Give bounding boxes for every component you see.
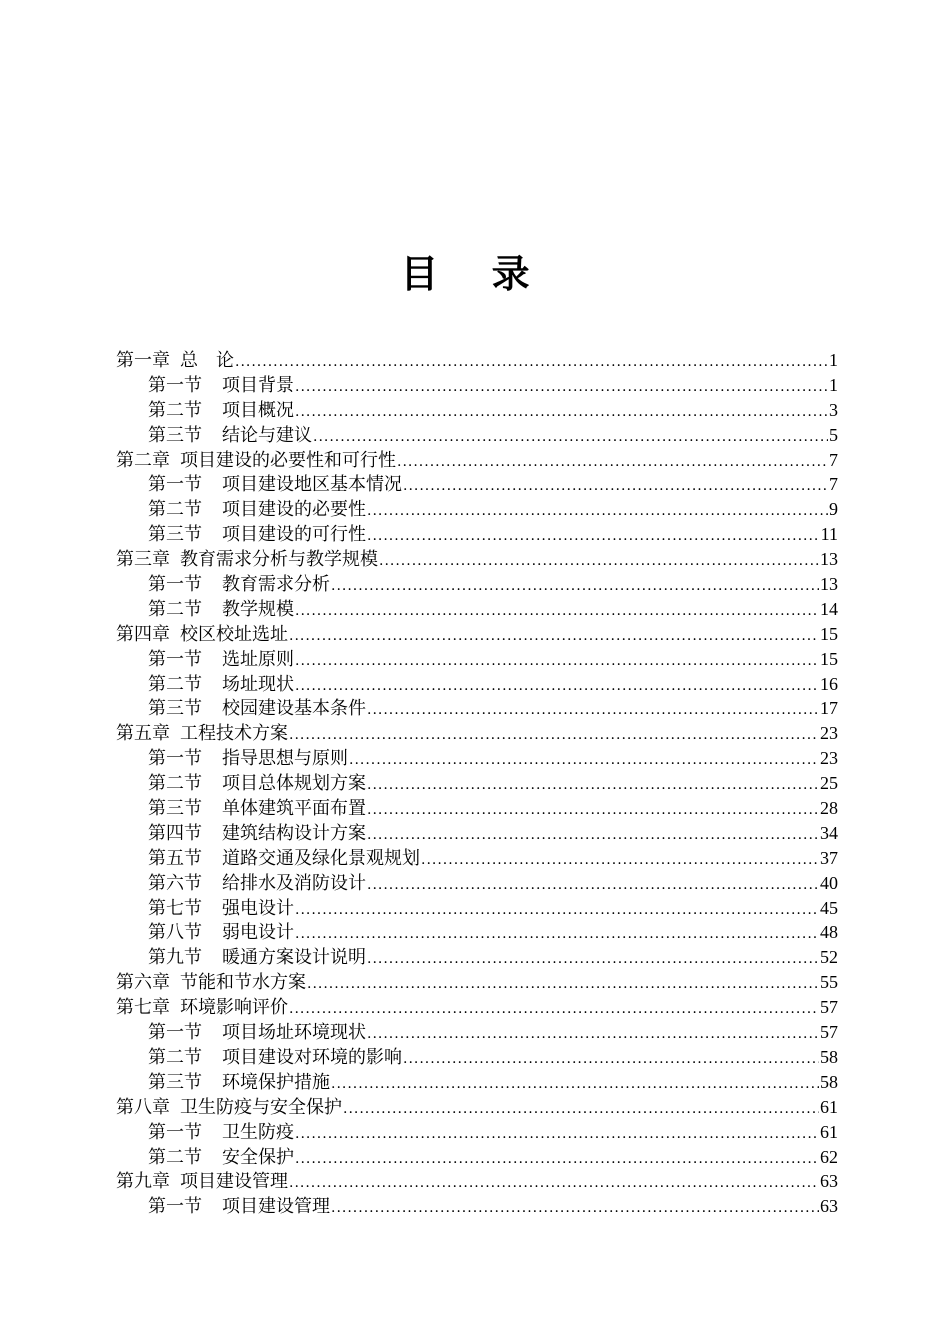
toc-chapter-entry[interactable] <box>116 1095 838 1120</box>
toc-entry-label: 结论与建议 <box>222 424 312 446</box>
dot-leader <box>289 1171 819 1196</box>
toc-entry-number: 第二节 <box>148 399 202 421</box>
toc-page-number: 34 <box>820 822 838 843</box>
dot-leader <box>295 674 819 699</box>
toc-page-number: 52 <box>820 947 838 968</box>
toc-entry-label: 卫生防疫 <box>222 1121 294 1143</box>
toc-title: 目 录 <box>400 251 550 296</box>
toc-entry-label: 环境影响评价 <box>180 997 288 1019</box>
toc-entry-label: 道路交通及绿化景观规划 <box>222 847 420 869</box>
toc-section-entry[interactable] <box>116 1070 838 1095</box>
dot-leader <box>403 474 828 499</box>
toc-chapter-entry[interactable] <box>116 622 838 647</box>
toc-entry-label: 工程技术方案 <box>180 723 288 745</box>
toc-entry-number: 第二节 <box>148 598 202 620</box>
toc-entry-label: 项目建设管理 <box>222 1196 330 1218</box>
toc-entry-number: 第八节 <box>148 922 202 944</box>
toc-page-number: 15 <box>820 623 838 644</box>
toc-page-number: 11 <box>820 524 838 545</box>
toc-page-number: 62 <box>820 1146 838 1167</box>
toc-entry-number: 第一节 <box>148 574 202 596</box>
toc-entry-number: 第一节 <box>148 648 202 670</box>
toc-section-entry[interactable] <box>116 771 838 796</box>
toc-entry-label: 给排水及消防设计 <box>222 872 366 894</box>
toc-section-entry[interactable] <box>116 696 838 721</box>
toc-entry-number: 第一节 <box>148 748 202 770</box>
dot-leader <box>295 375 828 400</box>
dot-leader <box>379 549 819 574</box>
dot-leader <box>295 898 819 923</box>
toc-entry-label: 教学规模 <box>222 598 294 620</box>
toc-entry-label: 选址原则 <box>222 648 294 670</box>
toc-section-entry[interactable] <box>116 846 838 871</box>
toc-entry-label: 项目建设地区基本情况 <box>222 474 402 496</box>
toc-entry-label: 暖通方案设计说明 <box>222 947 366 969</box>
dot-leader <box>295 599 819 624</box>
toc-entry-label: 项目场址环境现状 <box>222 1022 366 1044</box>
toc-entry-number: 第九节 <box>148 947 202 969</box>
toc-entry-label: 项目建设的可行性 <box>222 524 366 546</box>
toc-entry-number: 第七章 <box>116 997 170 1019</box>
dot-leader <box>313 425 828 450</box>
toc-section-entry[interactable] <box>116 1194 838 1219</box>
toc-entry-number: 第三节 <box>148 698 202 720</box>
toc-entry-label: 环境保护措施 <box>222 1071 330 1093</box>
dot-leader <box>289 723 819 748</box>
toc-section-entry[interactable] <box>116 497 838 522</box>
toc-page-number: 63 <box>820 1196 838 1217</box>
toc-section-entry[interactable] <box>116 647 838 672</box>
toc-entry-number: 第一节 <box>148 1022 202 1044</box>
toc-section-entry[interactable] <box>116 373 838 398</box>
toc-entry-number: 第八章 <box>116 1096 170 1118</box>
toc-page-number: 9 <box>829 499 838 520</box>
dot-leader <box>331 1196 819 1221</box>
toc-entry-label: 项目背景 <box>222 374 294 396</box>
toc-page-number: 1 <box>829 374 838 395</box>
toc-entry-label: 强电设计 <box>222 897 294 919</box>
toc-section-entry[interactable] <box>116 1045 838 1070</box>
toc-entry-number: 第四章 <box>116 623 170 645</box>
toc-page-number: 57 <box>820 997 838 1018</box>
toc-page-number: 7 <box>829 449 838 470</box>
toc-chapter-entry[interactable] <box>116 1169 838 1194</box>
dot-leader <box>307 972 819 997</box>
toc-entry-number: 第六章 <box>116 972 170 994</box>
toc-entry-number: 第二节 <box>148 1046 202 1068</box>
toc-entry-number: 第一节 <box>148 1196 202 1218</box>
table-of-contents <box>116 348 838 1219</box>
toc-section-entry[interactable] <box>116 572 838 597</box>
dot-leader <box>367 698 819 723</box>
toc-page-number: 61 <box>820 1121 838 1142</box>
toc-section-entry[interactable] <box>116 423 838 448</box>
dot-leader <box>367 873 819 898</box>
dot-leader <box>295 400 828 425</box>
dot-leader <box>295 1147 819 1172</box>
toc-chapter-entry[interactable] <box>116 970 838 995</box>
dot-leader <box>397 450 828 475</box>
toc-page-number: 5 <box>829 424 838 445</box>
toc-section-entry[interactable] <box>116 1145 838 1170</box>
toc-chapter-entry[interactable] <box>116 995 838 1020</box>
toc-section-entry[interactable] <box>116 871 838 896</box>
toc-entry-label: 安全保护 <box>222 1146 294 1168</box>
toc-entry-number: 第一章 <box>116 350 170 371</box>
toc-entry-number: 第三节 <box>148 798 202 820</box>
toc-section-entry[interactable] <box>116 796 838 821</box>
toc-page-number: 63 <box>820 1171 838 1192</box>
toc-page-number: 13 <box>820 549 838 570</box>
toc-entry-number: 第九章 <box>116 1171 170 1193</box>
toc-entry-label: 校园建设基本条件 <box>222 698 366 720</box>
toc-entry-number: 第三节 <box>148 524 202 546</box>
toc-page-number: 40 <box>820 872 838 893</box>
toc-entry-label: 项目总体规划方案 <box>222 773 366 795</box>
toc-chapter-entry[interactable] <box>116 547 838 572</box>
dot-leader <box>343 1097 819 1122</box>
dot-leader <box>367 773 819 798</box>
toc-page-number: 15 <box>820 648 838 669</box>
toc-entry-label: 建筑结构设计方案 <box>222 822 366 844</box>
toc-entry-label: 场址现状 <box>222 673 294 695</box>
toc-chapter-entry[interactable] <box>116 448 838 473</box>
dot-leader <box>367 823 819 848</box>
dot-leader <box>349 748 819 773</box>
toc-entry-number: 第二节 <box>148 1146 202 1168</box>
dot-leader <box>367 524 820 549</box>
dot-leader <box>295 922 819 947</box>
toc-entry-number: 第三节 <box>148 424 202 446</box>
dot-leader <box>289 624 819 649</box>
dot-leader <box>235 350 828 375</box>
toc-page-number: 14 <box>820 598 838 619</box>
toc-section-entry[interactable] <box>116 1020 838 1045</box>
toc-page-number: 58 <box>820 1046 838 1067</box>
toc-entry-number: 第二节 <box>148 673 202 695</box>
toc-page-number: 13 <box>820 574 838 595</box>
dot-leader <box>331 1072 819 1097</box>
toc-page-number: 61 <box>820 1096 838 1117</box>
toc-entry-number: 第五节 <box>148 847 202 869</box>
toc-page-number: 55 <box>820 972 838 993</box>
toc-entry-number: 第二节 <box>148 499 202 521</box>
toc-entry-number: 第四节 <box>148 822 202 844</box>
dot-leader <box>295 1122 819 1147</box>
toc-entry-number: 第三章 <box>116 549 170 571</box>
toc-entry-label: 教育需求分析 <box>222 574 330 596</box>
toc-section-entry[interactable] <box>116 920 838 945</box>
toc-entry-number: 第三节 <box>148 1071 202 1093</box>
toc-section-entry[interactable] <box>116 398 838 423</box>
toc-entry-label: 教育需求分析与教学规模 <box>180 549 378 571</box>
toc-page-number: 23 <box>820 723 838 744</box>
toc-section-entry[interactable] <box>116 522 838 547</box>
toc-section-entry[interactable] <box>116 597 838 622</box>
toc-entry-number: 第二章 <box>116 449 170 471</box>
toc-entry-label: 项目建设管理 <box>180 1171 288 1193</box>
toc-page-number: 37 <box>820 847 838 868</box>
toc-section-entry[interactable] <box>116 672 838 697</box>
toc-page-number: 58 <box>820 1071 838 1092</box>
toc-page-number: 16 <box>820 673 838 694</box>
toc-entry-label: 项目建设的必要性和可行性 <box>180 449 396 471</box>
toc-entry-label: 弱电设计 <box>222 922 294 944</box>
dot-leader <box>403 1047 819 1072</box>
toc-entry-label: 项目建设的必要性 <box>222 499 366 521</box>
toc-page-number: 17 <box>820 698 838 719</box>
toc-chapter-entry[interactable] <box>116 348 838 373</box>
toc-entry-label: 项目建设对环境的影响 <box>222 1046 402 1068</box>
dot-leader <box>289 997 819 1022</box>
dot-leader <box>331 574 819 599</box>
toc-section-entry[interactable] <box>116 472 838 497</box>
toc-entry-label: 总 论 <box>180 350 234 371</box>
toc-chapter-entry[interactable] <box>116 721 838 746</box>
toc-entry-label: 校区校址选址 <box>180 623 288 645</box>
toc-page-number: 23 <box>820 748 838 769</box>
dot-leader <box>367 1022 819 1047</box>
toc-page-number: 1 <box>829 350 838 370</box>
toc-entry-number: 第七节 <box>148 897 202 919</box>
dot-leader <box>367 798 819 823</box>
toc-section-entry[interactable] <box>116 896 838 921</box>
dot-leader <box>367 499 828 524</box>
toc-section-entry[interactable] <box>116 821 838 846</box>
toc-page-number: 7 <box>829 474 838 495</box>
toc-entry-number: 第一节 <box>148 374 202 396</box>
dot-leader <box>295 649 819 674</box>
toc-section-entry[interactable] <box>116 945 838 970</box>
toc-entry-label: 单体建筑平面布置 <box>222 798 366 820</box>
toc-page-number: 28 <box>820 798 838 819</box>
toc-page-number: 3 <box>829 399 838 420</box>
toc-entry-number: 第六节 <box>148 872 202 894</box>
toc-entry-number: 第五章 <box>116 723 170 745</box>
toc-page-number: 57 <box>820 1022 838 1043</box>
dot-leader <box>421 848 819 873</box>
toc-entry-label: 卫生防疫与安全保护 <box>180 1096 342 1118</box>
dot-leader <box>367 947 819 972</box>
toc-entry-number: 第二节 <box>148 773 202 795</box>
toc-page-number: 48 <box>820 922 838 943</box>
toc-page-number: 45 <box>820 897 838 918</box>
toc-entry-number: 第一节 <box>148 474 202 496</box>
toc-section-entry[interactable] <box>116 1120 838 1145</box>
toc-section-entry[interactable] <box>116 746 838 771</box>
toc-entry-label: 项目概况 <box>222 399 294 421</box>
toc-entry-label: 节能和节水方案 <box>180 972 306 994</box>
toc-entry-label: 指导思想与原则 <box>222 748 348 770</box>
toc-entry-number: 第一节 <box>148 1121 202 1143</box>
toc-page-number: 25 <box>820 773 838 794</box>
